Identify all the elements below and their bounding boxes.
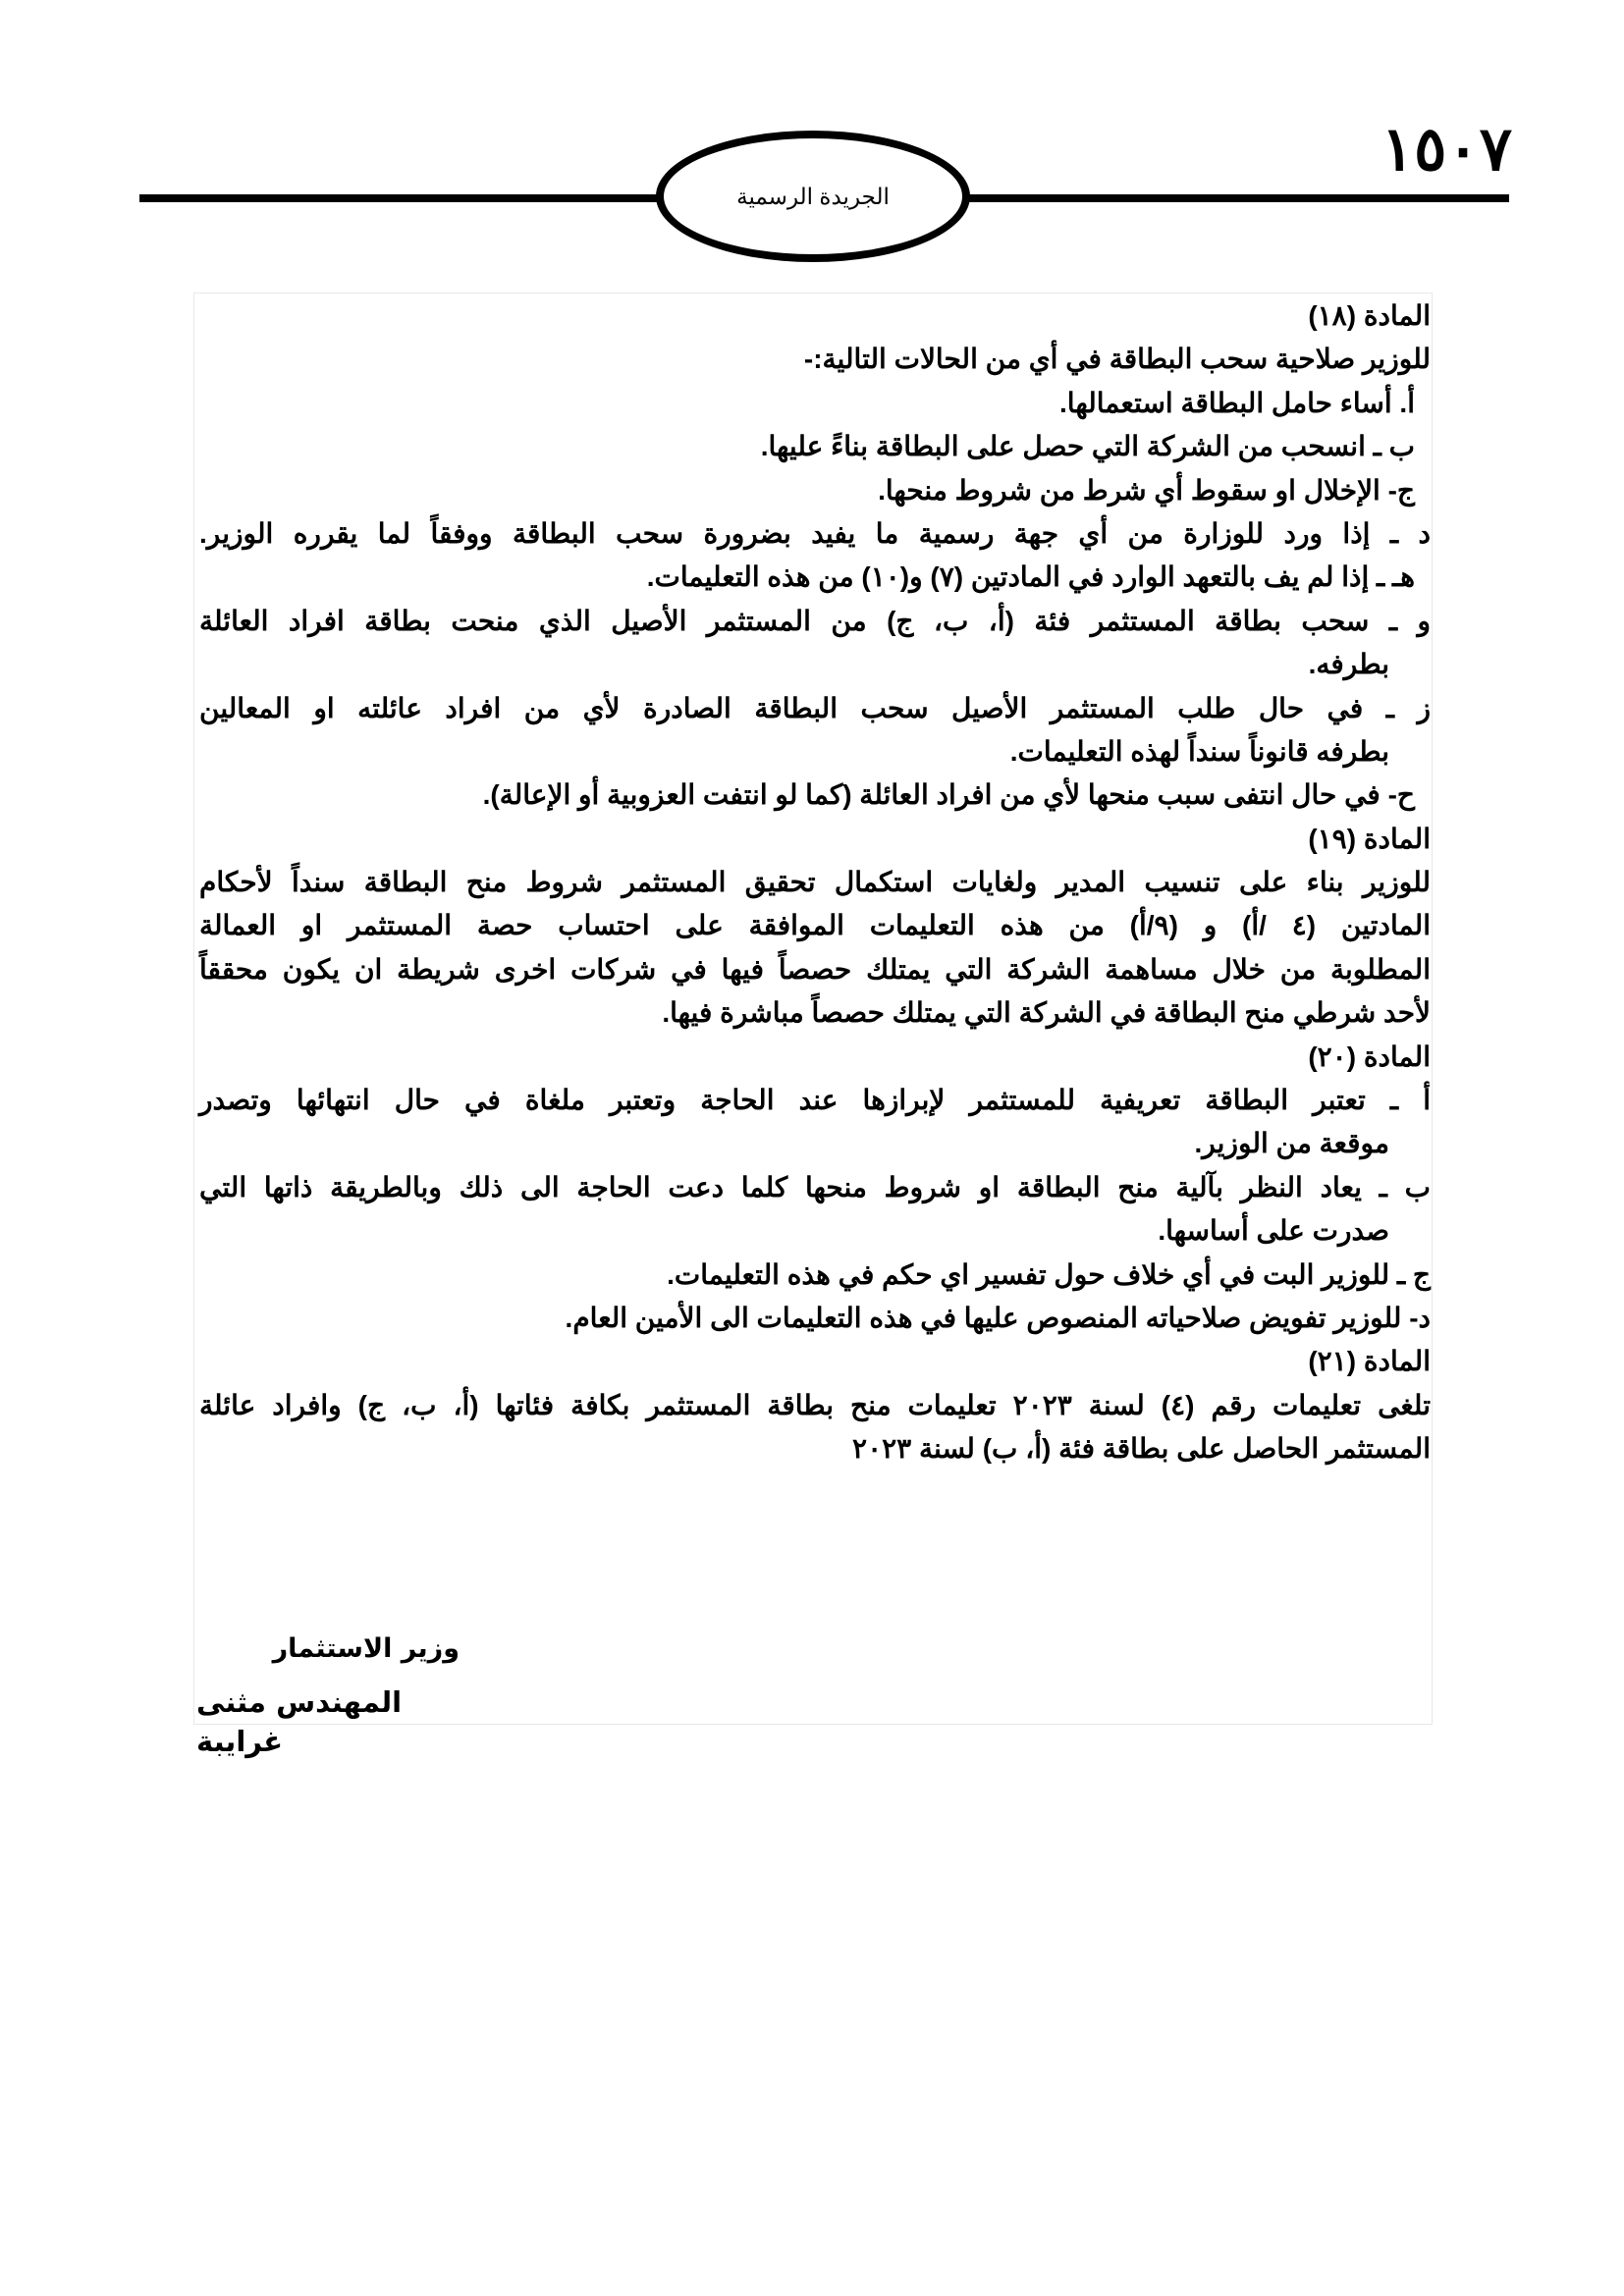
article-20-item-beh: ب ـ يعاد النظر بآلية منح البطاقة او شروط منحها كلما دعت الحاجة الى ذلك وبالطريقة ذاتها التي [199,1171,1431,1202]
article-21-heading: المادة (٢١) [1308,1346,1431,1377]
article-18-item-waw-cont: بطرفه. [1308,649,1389,680]
article-20-item-beh-cont: صدرت على أساسها. [1158,1215,1389,1247]
article-18-item-heh: هـ ـ إذا لم يف بالتعهد الوارد في المادتين (٧) و(١٠) من هذه التعليمات. [646,561,1415,593]
signatory-title: وزير الاستثمار [272,1633,460,1664]
article-18-heading: المادة (١٨) [1308,300,1431,331]
article-18-item-zay-cont: بطرفه قانوناً سنداً لهذه التعليمات. [1009,735,1389,767]
article-18-item-waw: و ـ سحب بطاقة المستثمر فئة (أ، ب، ج) من المستثمر الأصيل الذي منحت بطاقة افراد العائلة [199,605,1431,636]
article-18-intro: للوزير صلاحية سحب البطاقة في أي من الحالات التالية:- [803,344,1431,375]
article-18-item-beh: ب ـ انسحب من الشركة التي حصل على البطاقة بناءً عليها. [760,431,1415,462]
article-18-item-jeem: ج- الإخلال او سقوط أي شرط من شروط منحها. [878,474,1415,506]
signatory-name: المهندس مثنى غرايبة [196,1685,403,1758]
article-19-line-1: للوزير بناء على تنسيب المدير ولغايات استكمال تحقيق المستثمر شروط منح البطاقة سنداً لأحكام [199,867,1431,898]
page-number: ١٥٠٧ [1380,116,1512,184]
article-20-item-alef: أ ـ تعتبر البطاقة تعريفية للمستثمر لإبرازها عند الحاجة وتعتبر ملغاة في حال انتهائها وتصدر [199,1085,1431,1116]
article-18-item-zay: ز ـ في حال طلب المستثمر الأصيل سحب البطاقة الصادرة لأي من افراد عائلته او المعالين [199,692,1431,723]
article-20-item-dal: د- للوزير تفويض صلاحياته المنصوص عليها في هذه التعليمات الى الأمين العام. [565,1302,1431,1333]
article-19-line-4: لأحد شرطي منح البطاقة في الشركة التي يمتلك حصصاً مباشرة فيها. [662,997,1431,1029]
article-20-item-alef-cont: موقعة من الوزير. [1194,1128,1389,1159]
document-body [199,294,1431,1471]
article-19-line-3: المطلوبة من خلال مساهمة الشركة التي يمتلك حصصاً فيها في شركات اخرى شريطة ان يكون محققاً [199,953,1431,985]
article-21-line-2: المستثمر الحاصل على بطاقة فئة (أ، ب) لسنة ٢٠٢٣ [852,1433,1431,1465]
article-20-item-jeem: ج ـ للوزير البت في أي خلاف حول تفسير اي حكم في هذه التعليمات. [667,1258,1431,1290]
article-19-line-2: المادتين (٤ /أ) و (٩/أ) من هذه التعليمات الموافقة على احتساب حصة المستثمر او العمالة [199,910,1431,941]
article-18-item-hah: ح- في حال انتفى سبب منحها لأي من افراد العائلة (كما لو انتفت العزوبية أو الإعالة). [482,779,1415,811]
article-20-heading: المادة (٢٠) [1308,1041,1431,1072]
article-18-item-alef: أ. أساء حامل البطاقة استعمالها. [1059,387,1415,418]
signature-block [196,1629,461,1761]
article-19-heading: المادة (١٩) [1308,823,1431,854]
gazette-title: الجريدة الرسمية [736,183,890,209]
gazette-emblem [656,131,970,262]
article-18-item-dal: د ـ إذا ورد للوزارة من أي جهة رسمية ما يفيد بضرورة سحب البطاقة ووفقاً لما يقرره الوزير. [199,517,1431,549]
article-21-line-1: تلغى تعليمات رقم (٤) لسنة ٢٠٢٣ تعليمات منح بطاقة المستثمر بكافة فئاتها (أ، ب، ج) وافراد عائلة [199,1389,1431,1420]
